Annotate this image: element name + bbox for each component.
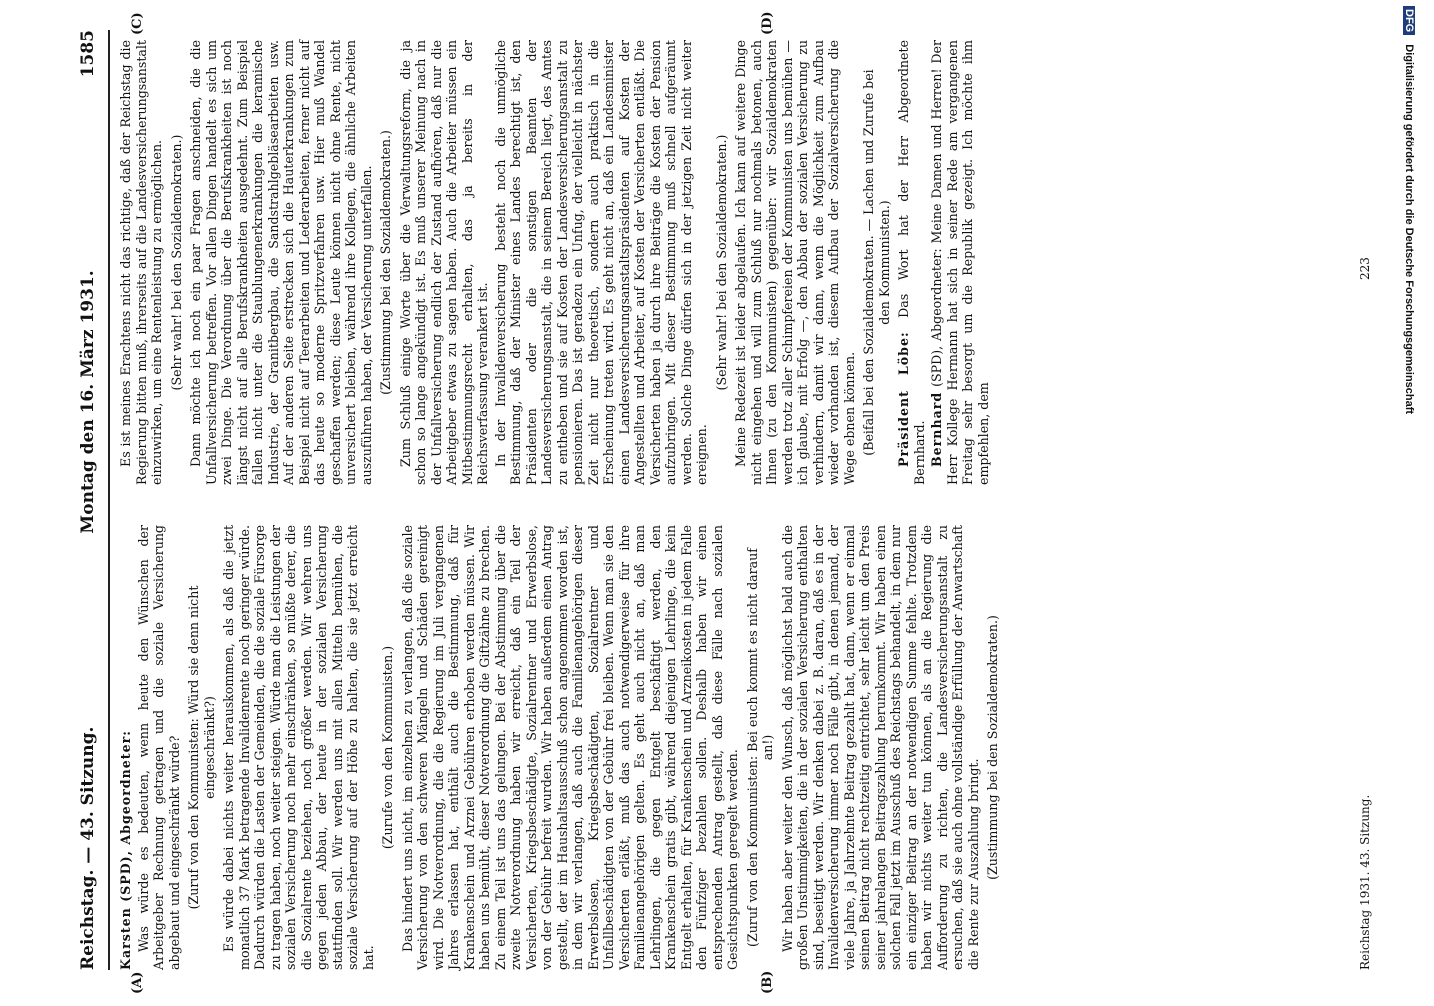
paragraph: Wir haben aber weiter den Wunsch, daß möglichst bald auch die großen Unstimmigkeiten, die in der sozialen Versicherung enthalten sind, beseitigt werden. Wir denken dabei z. B. daran, daß es in der Invalidenversicherung immer noch Fälle gibt, in denen jemand, der viele Jahre, ja Jahrzehnte Beitrag gezahlt hat, dann, wenn er einmal seinen Beitrag nicht rechtzeitig entrichtet, sehr leicht um den Preis seiner jahrelangen Beitragszahlung herumkommt. Wir haben einen solchen Fall jetzt im Ausschuß des Reichstags behandelt, in dem nur ein einziger Beitrag an der notwendigen Summe fehlte. Trotzdem haben wir nichts weiter tun können, als an die Regierung die Aufforderung zu richten, die Landesversicherungsanstalt zu ersuchen, daß sie auch ohne vollständige Erfüllung der Anwartschaft die Rente zur Auszahlung bringt. xyxy=(779,525,981,970)
speech-text: Das Wort hat der Herr Abgeordnete Bernhard. xyxy=(896,40,927,485)
rotated-document-page xyxy=(60,0,1390,1000)
page-number: 1585 xyxy=(78,30,98,78)
left-column xyxy=(118,525,1350,970)
header-left: Reichstag. — 43. Sitzung. xyxy=(78,726,98,970)
speaker-line xyxy=(118,525,134,970)
digitization-note xyxy=(1399,6,1415,1006)
page-header xyxy=(78,30,104,970)
margin-marker-c: (C) xyxy=(130,12,145,35)
paragraph: Es ist meines Erachtens nicht das richtige, daß der Reichstag die Regierung bitten muß, ihrerseits auf die Landesversicherungsanstalt einzuwirken, um eine Rentenleistung zu ermöglichen. xyxy=(118,40,164,485)
margin-marker-a: (A) xyxy=(130,971,145,994)
right-column xyxy=(118,40,1350,485)
header-rule xyxy=(108,30,110,970)
interjection: (Beifall bei den Sozialdemokraten. — Lachen und Zurufe bei den Kommunisten.) xyxy=(861,69,892,456)
speaker-paragraph xyxy=(929,40,991,485)
speech-text: (SPD), Abgeordneter: Meine Damen und Herren! Der Herr Kollege Hermann hat sich in seiner Rede am vergangenen Freitag sehr besorgt um die Republik gezeigt. Ich möchte ihm empfehlen, dem xyxy=(929,40,991,485)
paragraph: Was würde es bedeuten, wenn heute den Wünschen der Arbeitgeber Rechnung getragen und die soziale Versicherung abgebaut und eingeschränkt würde? xyxy=(135,525,182,970)
paragraph: Zum Schluß einige Worte über die Verwaltungsreform, die ja schon so lange angekündigt ist. Es muß unserer Meinung nach in der Unfallversicherung endlich der Zustand aufhören, daß nur die Arbeitgeber etwas zu sagen haben. Auch die Arbeiter müssen ein Mitbestimmungsrecht erhalten, das ja bereits in der Reichsverfassung verankert ist. xyxy=(397,40,490,485)
footer-sheet-number: 223 xyxy=(1358,257,1372,280)
header-date: Montag den 16. März 1931. xyxy=(78,270,98,534)
paragraph: Dann möchte ich noch ein paar Fragen anschneiden, die die Unfallversicherung betreffen. Vor allen Dingen handelt es sich um zwei Dinge. Die Verordnung über die Berufskrankheiten ist noch längst nicht auf alle Berufskrankheiten ausgedehnt. Zum Beispiel fallen nicht unter die Staublungenerkrankungen die keramische Industrie, der Granitbergbau, die Sandstrahlgebläsearbeiten usw. Auf der anderen Seite erstrecken sich die Hauterkrankungen zum Beispiel nicht auf Teerarbeiten und Lederarbeiten, ferner nicht auf das heute so moderne Spritzverfahren usw. Hier muß Wandel geschaffen werden; diese Leute können nicht ohne Rente, nicht unversichert bleiben, während ihre Kollegen, die ähnliche Arbeiten auszuführen haben, der Versicherung unterfallen. xyxy=(188,40,374,485)
interjection: (Sehr wahr! bei den Sozialdemokraten.) xyxy=(713,134,729,391)
paragraph: Es würde dabei nichts weiter herauskommen, als daß die jetzt monatlich 37 Mark betragende Invalidenrente noch geringer würde. Dadurch würden die Lasten der Gemeinden, die die soziale Fürsorge zu tragen haben, noch weiter steigen. Würde man die Leistungen der sozialen Versicherung noch mehr einschränken, so müßte derer, die die Sozialrente beziehen, noch größer werden. Wir wehren uns gegen jeden Abbau, der heute in der sozialen Versicherung stattfinden soll. Wir werden uns mit allen Mitteln bemühen, die soziale Versicherung auf der Höhe zu halten, die sie jetzt erreicht hat. xyxy=(221,525,376,970)
margin-marker-d: (D) xyxy=(760,11,775,35)
digitization-text: Digitalisierung gefördert durch die Deutsche Forschungsgemeinschaft xyxy=(1403,44,1415,415)
speaker-name: Präsident Löbe: xyxy=(896,331,911,467)
paragraph: In der Invalidenversicherung besteht noch die unmögliche Bestimmung, daß der Minister eines Landes berechtigt ist, den Präsidenten oder die sonstigen Beamten der Landesversicherungsanstalt, die in seinem Bereich liegt, des Amtes zu entheben und sie auf Kosten der Landesversicherungsanstalt zu pensionieren. Das ist geradezu ein Unfug, der vielleicht in nächster Zeit nicht nur theoretisch, sondern auch praktisch in die Erscheinung treten wird. Es geht nicht an, daß ein Landesminister einen Landesversicherungsanstaltspräsidenten auf Kosten der Angestellten und Arbeiter, auf Kosten der Versicherten entläßt. Die Versicherten haben ja durch ihre Beiträge die Kosten der Pension aufzubringen. Mit dieser Bestimmung muß schnell aufgeräumt werden. Solche Dinge dürfen sich in der jetzigen Zeit nicht weiter ereignen. xyxy=(492,40,709,485)
speaker-name: Bernhard xyxy=(929,391,944,467)
margin-marker-b: (B) xyxy=(760,970,775,994)
paragraph: Das hindert uns nicht, im einzelnen zu verlangen, daß die soziale Versicherung von den schweren Mängeln und Schäden gereinigt wird. Die Notverordnung, die die Regierung im Juli vergangenen Jahres erlassen hat, enthält auch die Bestimmung, daß für Krankenschein und Arznei Gebühren erhoben werden müssen. Wir haben uns bemüht, dieser Notverordnung die Giftzähne zu brechen. Zu einem Teil ist uns das gelungen. Bei der Abstimmung über die zweite Notverordnung haben wir erreicht, daß ein Teil der Versicherten, Kriegsbeschädigte, Sozialrentner und Erwerbslose, von der Gebühr befreit wurden. Wir haben außerdem einen Antrag gestellt, der im Haushaltsausschuß schon angenommen worden ist, in dem wir verlangen, daß auch die Familienangehörigen dieser Erwerbslosen, Kriegsbeschädigten, Sozialrentner und Unfallbeschädigten von der Gebühr frei bleiben. Wenn man sie den Versicherten erläßt, muß das auch notwendigerweise für ihre Familienangehörigen gelten. Es geht auch nicht an, daß man Lehrlingen, die gegen Entgelt beschäftigt werden, den Krankenschein gratis gibt, während diejenigen Lehrlinge, die kein Entgelt erhalten, für Krankenschein und Arzneikosten in jedem Falle den Fünfziger bezahlen sollen. Deshalb haben wir einen entsprechenden Antrag gestellt, daß diese Fälle nach sozialen Gesichtspunkten geregelt werden. xyxy=(399,525,740,970)
speaker-name: Karsten (SPD), Abgeordneter: xyxy=(118,730,133,970)
speaker-paragraph xyxy=(896,40,927,485)
dfg-logo: DFG xyxy=(1403,6,1415,35)
interjection: (Zuruf von den Kommunisten: Würd sie denn nicht eingeschränkt?) xyxy=(186,585,217,910)
interjection: (Zuruf von den Kommunisten: Bei euch kommt es nicht darauf an!) xyxy=(744,548,775,947)
interjection: (Zustimmung bei den Sozialdemokraten.) xyxy=(378,130,393,395)
interjection: (Sehr wahr! bei den Sozialdemokraten.) xyxy=(168,134,184,391)
interjection: (Zustimmung bei den Sozialdemokraten.) xyxy=(985,615,1000,880)
paragraph: Meine Redezeit ist leider abgelaufen. Ich kann auf weitere Dinge nicht eingehen und will zum Schluß nur nochmals betonen, auch Ihnen (zu den Kommunisten) gegenüber: wir Sozialdemokraten werden trotz aller Schimpfereien der Kommunisten uns bemühen — ich glaube, mit Erfolg —, den Abbau der sozialen Versicherung zu verhindern, damit wir dann, wenn die Möglichkeit zum Aufbau wieder vorhanden ist, diesem Aufbau der Sozialversicherung die Wege ebnen können. xyxy=(733,40,857,485)
footer-left: Reichstag 1931. 43. Sitzung. xyxy=(1358,794,1372,970)
interjection: (Zurufe von den Kommunisten.) xyxy=(380,645,395,850)
